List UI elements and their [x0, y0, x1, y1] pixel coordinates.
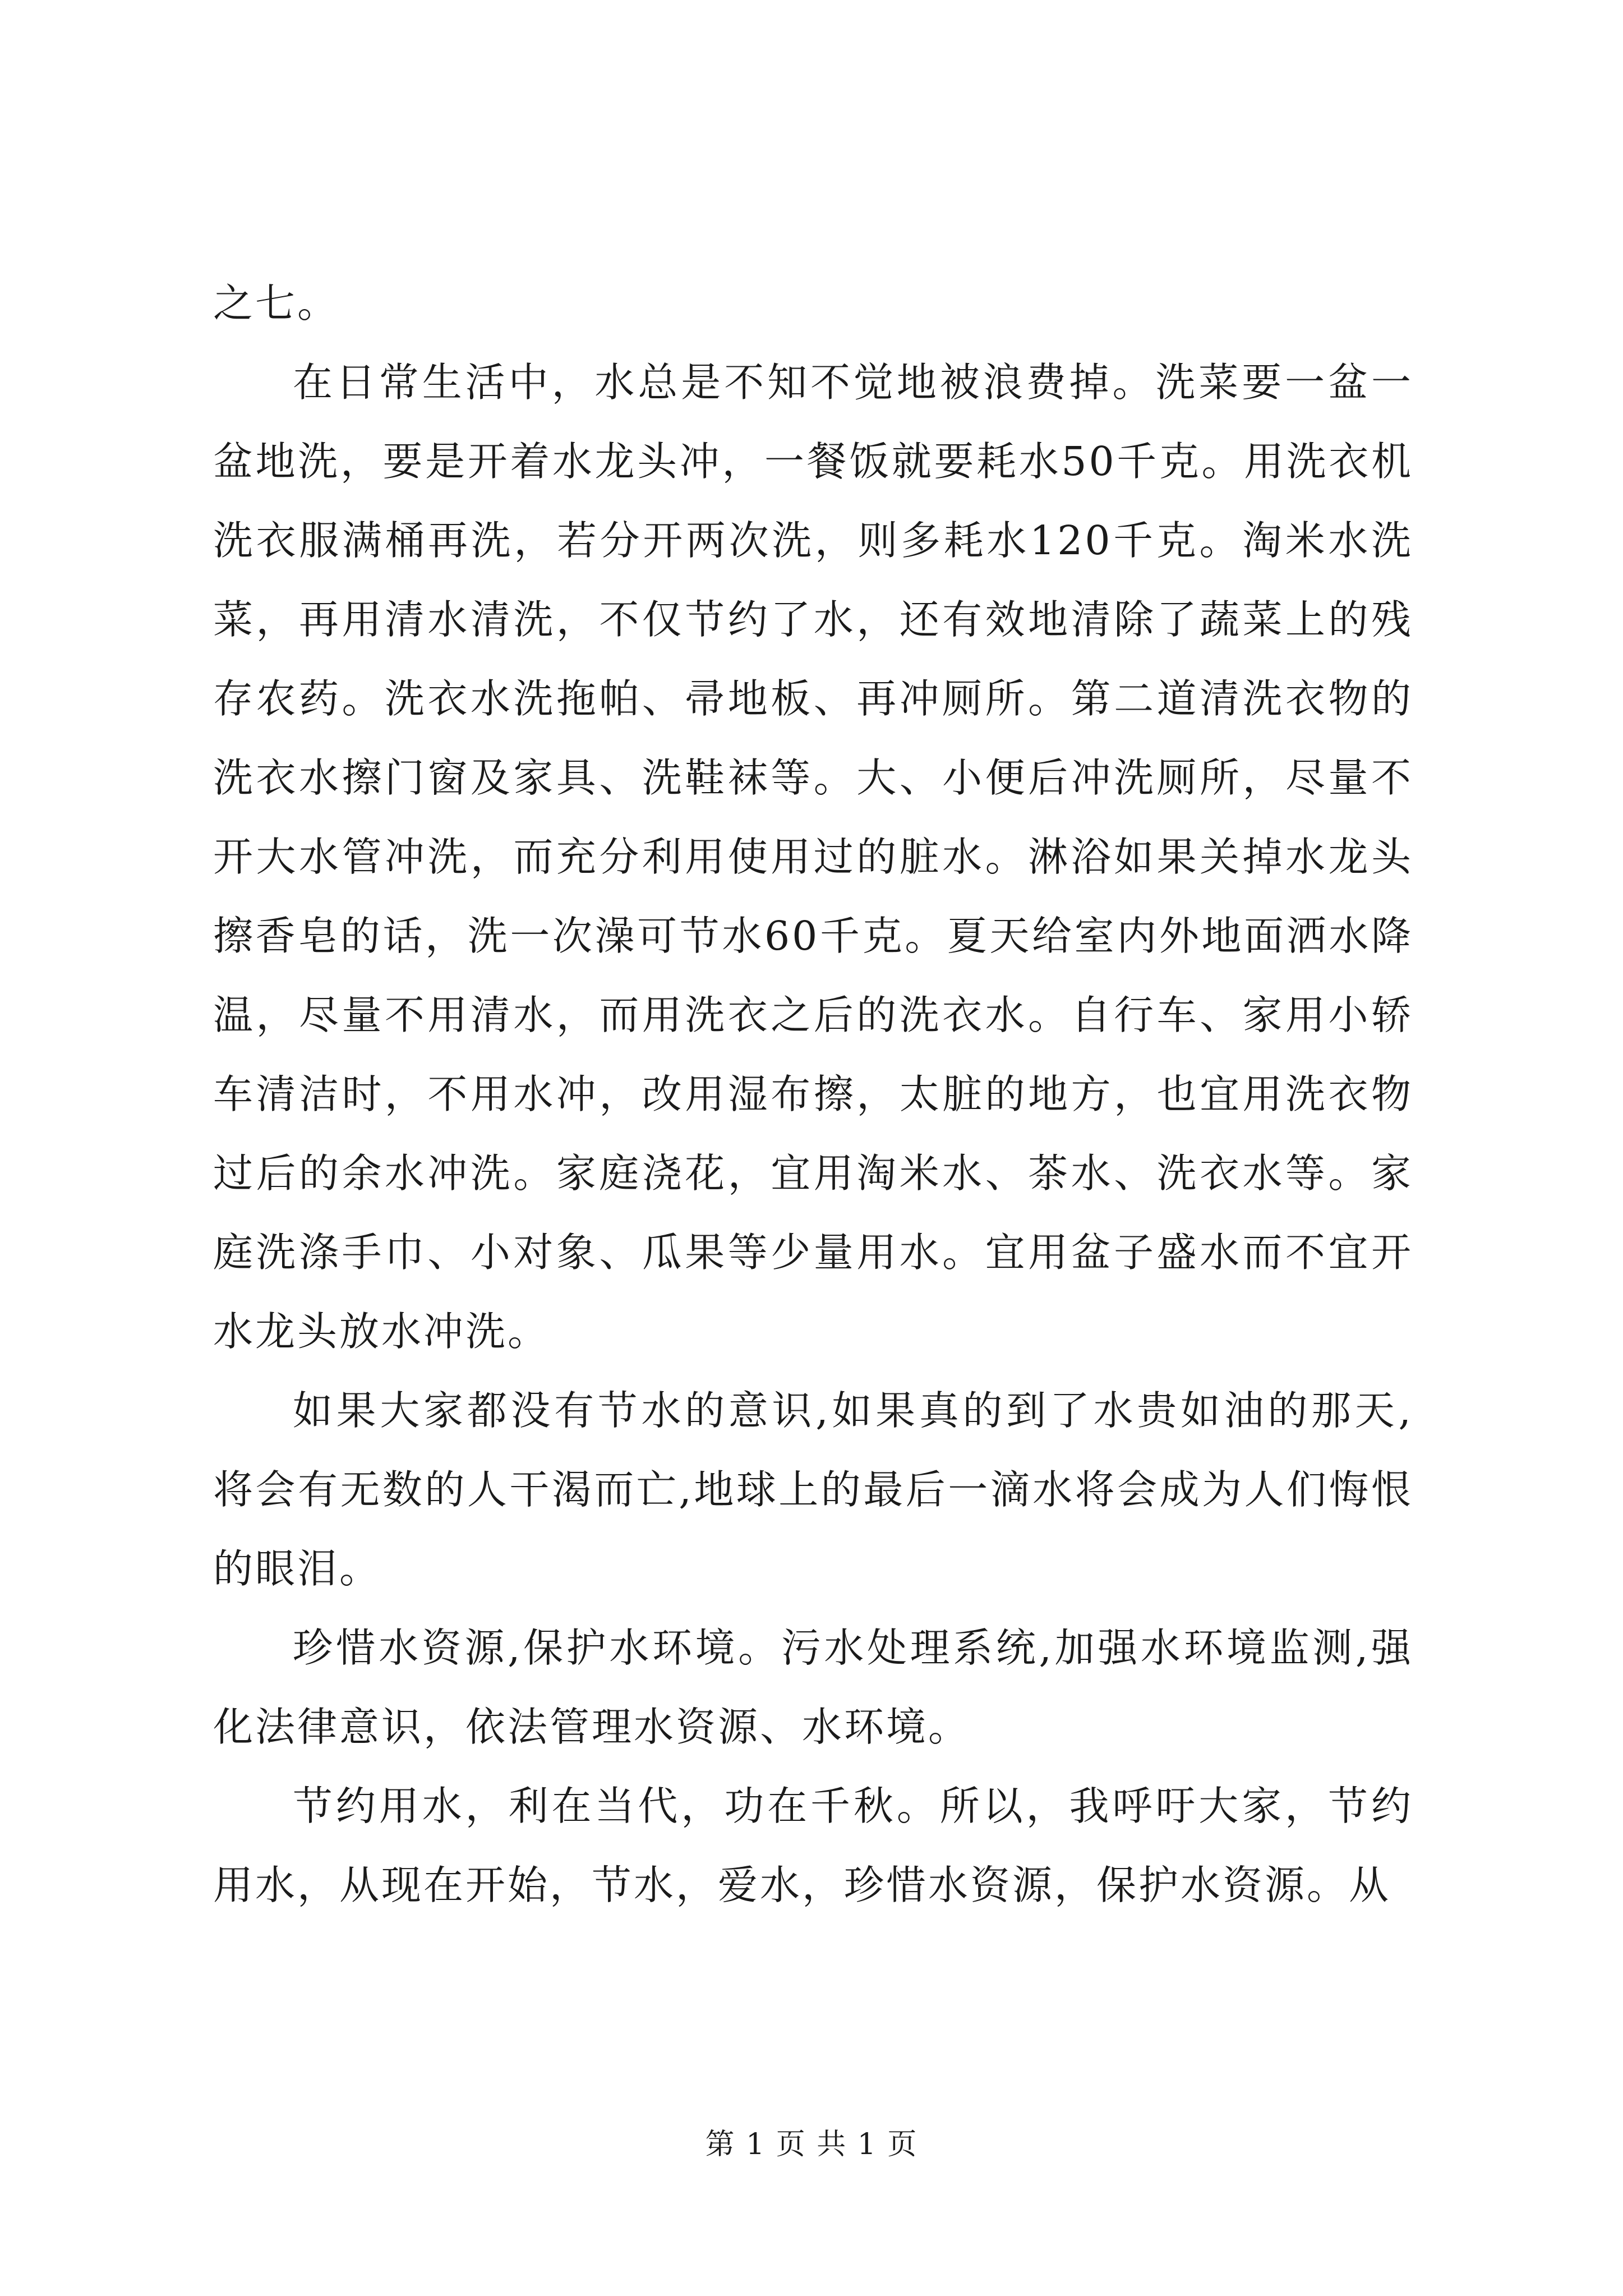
- document-body: [213, 264, 1413, 1925]
- paragraph-3: 如果大家都没有节水的意识,如果真的到了水贵如油的那天,将会有无数的人干渴而亡,地球上的最后一滴水将会成为人们悔恨的眼泪。: [213, 1387, 1413, 1592]
- page-footer: 第 1 页 共 1 页: [705, 2128, 918, 2161]
- paragraph-1: 之七。: [213, 280, 340, 326]
- paragraph-2: 在日常生活中，水总是不知不觉地被浪费掉。洗菜要一盆一盆地洗，要是开着水龙头冲，一餐饭就要耗水50千克。用洗衣机洗衣服满桶再洗，若分开两次洗，则多耗水120千克。淘米水洗菜，再用清水清洗，不仅节约了水，还有效地清除了蔬菜上的残存农药。洗衣水洗拖帕、帚地板、再冲厕所。第二道清洗衣物的洗衣水擦门窗及家具、洗鞋袜等。大、小便后冲洗厕所，尽量不开大水管冲洗，而充分利用使用过的脏水。淋浴如果关掉水龙头擦香皂的话，洗一次澡可节水60千克。夏天给室内外地面洒水降温，尽量不用清水，而用洗衣之后的洗衣水。自行车、家用小轿车清洁时，不用水冲，改用湿布擦，太脏的地方，也宜用洗衣物过后的余水冲洗。家庭浇花，宜用淘米水、茶水、洗衣水等。家庭洗涤手巾、小对象、瓜果等少量用水。宜用盆子盛水而不宜开水龙头放水冲洗。: [213, 359, 1413, 1355]
- paragraph-5: 节约用水，利在当代，功在千秋。所以，我呼吁大家，节约用水，从现在开始，节水，爱水，珍惜水资源，保护水资源。从: [213, 1783, 1413, 1908]
- paragraph-4: 珍惜水资源,保护水环境。污水处理系统,加强水环境监测,强化法律意识，依法管理水资源、水环境。: [213, 1625, 1413, 1750]
